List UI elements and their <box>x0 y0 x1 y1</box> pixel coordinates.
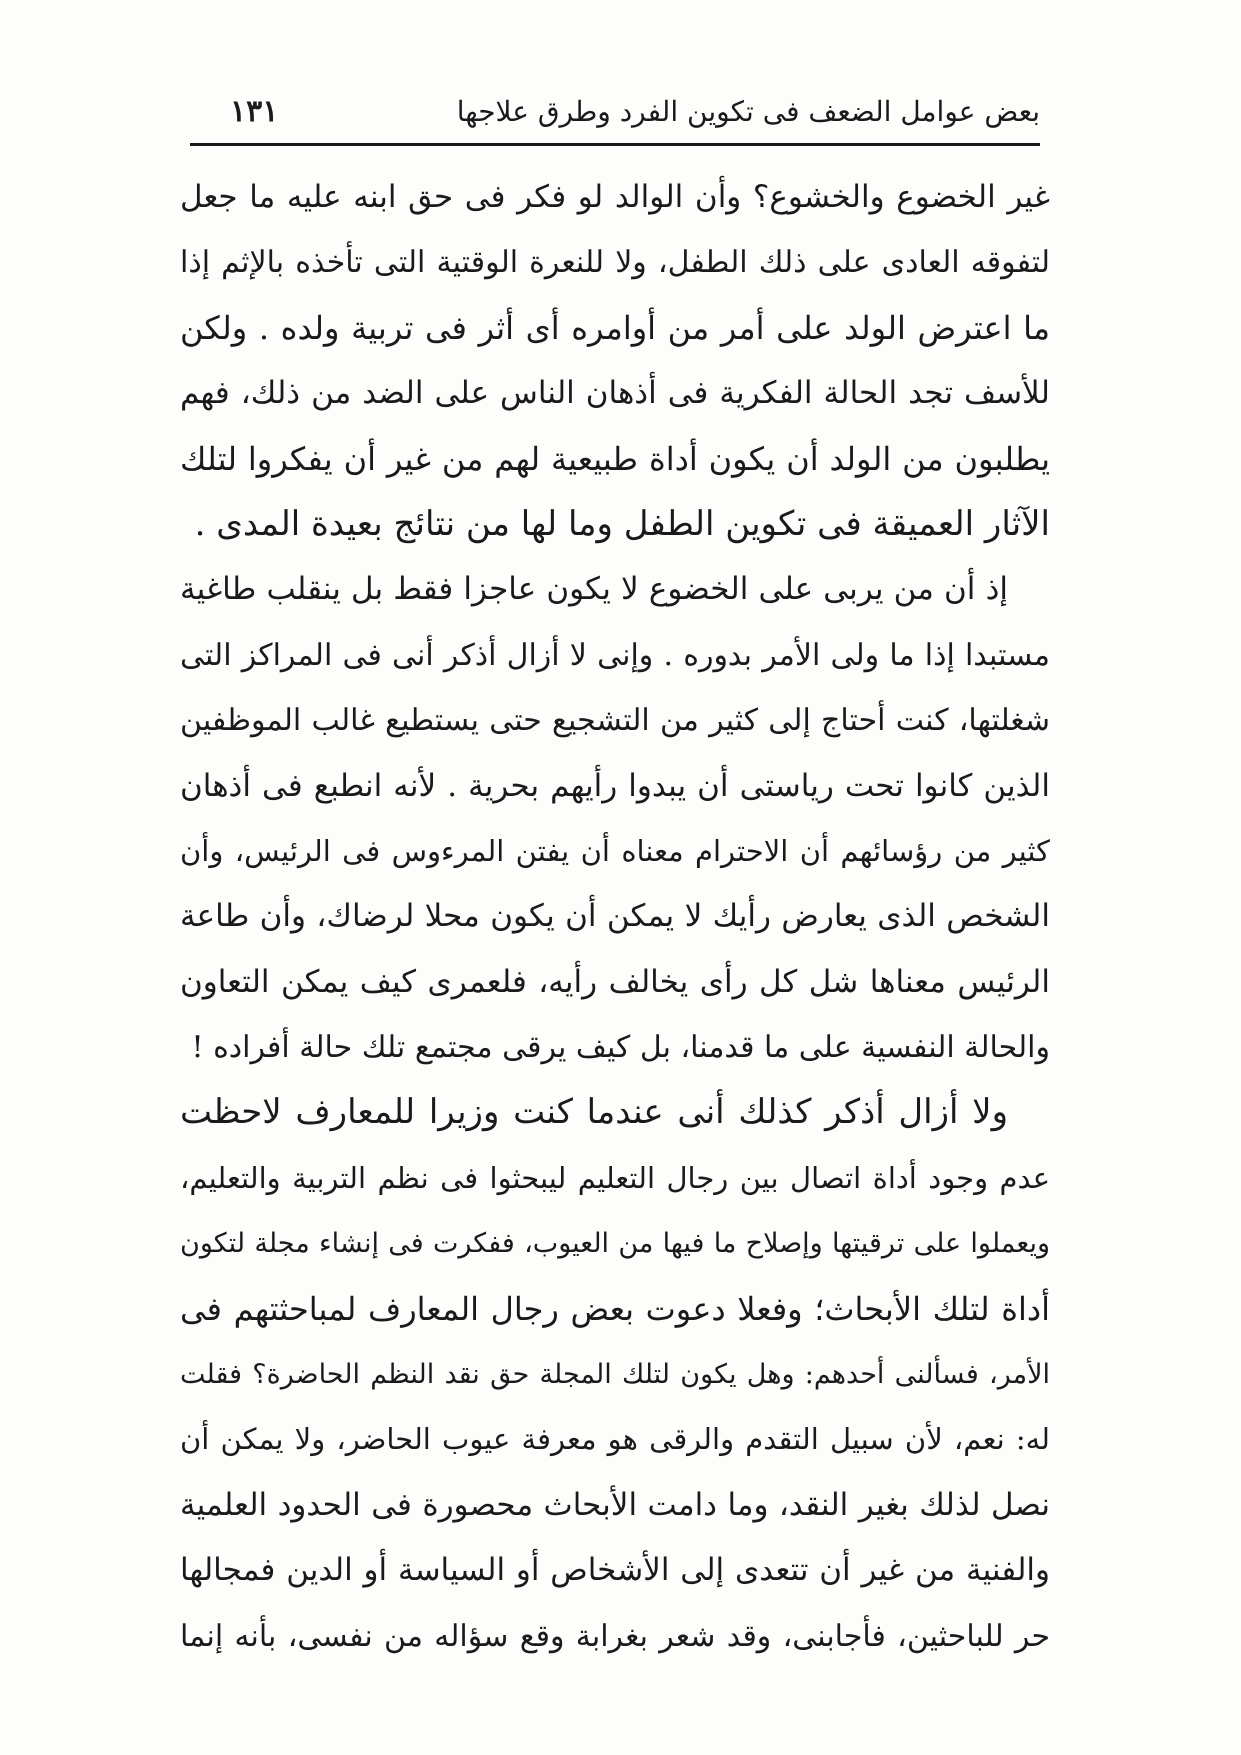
text-line: نصل لذلك بغير النقد، وما دامت الأبحاث محصورة فى الحدود العلمية <box>180 1486 1050 1523</box>
text-line: الرئيس معناها شل كل رأى يخالف رأيه، فلعمرى كيف يمكن التعاون <box>180 963 1050 1000</box>
text-line: الآثار العميقة فى تكوين الطفل وما لها من نتائج بعيدة المدى . <box>194 503 1050 544</box>
text-line: ما اعترض الولد على أمر من أوامره أى أثر فى تربية ولده . ولكن <box>180 308 1050 347</box>
running-title: بعض عوامل الضعف فى تكوين الفرد وطرق علاجها <box>456 95 1040 128</box>
text-line: إذ أن من يربى على الخضوع لا يكون عاجزا فقط بل ينقلب طاغية <box>180 571 1008 608</box>
running-head <box>190 90 1040 134</box>
text-line: للأسف تجد الحالة الفكرية فى أذهان الناس على الضد من ذلك، فهم <box>180 375 1050 412</box>
paragraph-3 <box>180 1080 1050 1669</box>
text-line: مستبدا إذا ما ولى الأمر بدوره . وإنى لا أزال أذكر أنى فى المراكز التى <box>180 637 1050 673</box>
paragraph-2 <box>180 557 1050 1080</box>
text-line: لتفوقه العادى على ذلك الطفل، ولا للنعرة الوقتية التى تأخذه بالإثم إذا <box>180 245 1050 281</box>
text-line: غير الخضوع والخشوع؟ وأن الوالد لو فكر فى حق ابنه عليه ما جعل <box>180 179 1050 215</box>
text-line: له: نعم، لأن سبيل التقدم والرقى هو معرفة عيوب الحاضر، ولا يمكن أن <box>180 1422 1050 1457</box>
text-line: والحالة النفسية على ما قدمنا، بل كيف يرقى مجتمع تلك حالة أفراده ! <box>191 1030 1050 1066</box>
text-line: الذين كانوا تحت رياستى أن يبدوا رأيهم بحرية . لأنه انطبع فى أذهان <box>180 767 1050 804</box>
text-line: الأمر، فسألنى أحدهم: وهل يكون لتلك المجلة حق نقد النظم الحاضرة؟ فقلت <box>180 1359 1050 1391</box>
text-line: شغلتها، كنت أحتاج إلى كثير من التشجيع حتى يستطيع غالب الموظفين <box>180 703 1050 739</box>
body-text <box>180 165 1050 1669</box>
text-line: عدم وجود أداة اتصال بين رجال التعليم ليبحثوا فى نظم التربية والتعليم، <box>180 1160 1050 1195</box>
text-line: حر للباحثين، فأجابنى، وقد شعر بغرابة وقع سؤاله من نفسى، بأنه إنما <box>180 1618 1050 1654</box>
text-line: كثير من رؤسائهم أن الاحترام معناه أن يفتن المرءوس فى الرئيس، وأن <box>180 833 1050 868</box>
text-line: الشخص الذى يعارض رأيك لا يمكن أن يكون محلا لرضاك، وأن طاعة <box>180 898 1050 935</box>
paragraph-1 <box>180 165 1050 557</box>
header-rule <box>190 143 1040 146</box>
text-line: ولا أزال أذكر كذلك أنى عندما كنت وزيرا للمعارف لاحظت <box>180 1092 1008 1133</box>
text-line: ويعملوا على ترقيتها وإصلاح ما فيها من العيوب، ففكرت فى إنشاء مجلة لتكون <box>180 1228 1050 1260</box>
text-line: يطلبون من الولد أن يكون أداة طبيعية لهم من غير أن يفكروا لتلك <box>180 439 1050 478</box>
page-number: ١٣١ <box>230 94 279 129</box>
text-line: أداة لتلك الأبحاث؛ وفعلا دعوت بعض رجال المعارف لمباحثتهم فى <box>180 1289 1050 1328</box>
text-line: والفنية من غير أن تتعدى إلى الأشخاص أو السياسة أو الدين فمجالها <box>180 1552 1050 1589</box>
